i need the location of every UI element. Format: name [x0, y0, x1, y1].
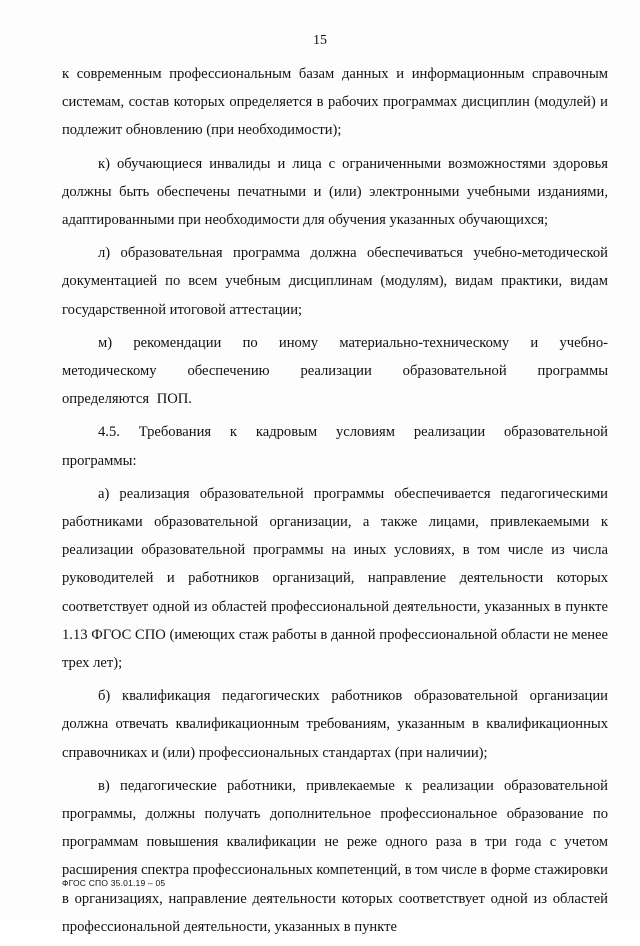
- paragraph-item-m: м) рекомендации по иному материально-техническому и учебно-методическому обеспечению реализации образовательной программы определяются ПОП.: [62, 334, 608, 408]
- document-body: [62, 60, 608, 946]
- paragraph-item-b: б) квалификация педагогических работников образовательной организации должна отвечать квалификационным требованиям, указанным в квалификационных справочниках и (или) профессиональных стандартах (при наличии);: [62, 688, 608, 761]
- paragraph-item-a: а) реализация образовательной программы обеспечивается педагогическими работниками образовательной организации, а также лицами, привлекаемыми к реализации образовательной программы на иных условиях, в том числе из числа руководителей и работников организаций, направление деятельности которых соответствует одной из областей профессиональной деятельности, указанных в пункте 1.13 ФГОС СПО (имеющих стаж работы в данной профессиональной области не менее трех лет);: [62, 485, 608, 672]
- section-heading-4-5: 4.5. Требования к кадровым условиям реализации образовательной программы:: [62, 424, 608, 469]
- paragraph-continuation: к современным профессиональным базам данных и информационным справочным системам, состав которых определяется в рабочих программах дисциплин (модулей) и подлежит обновлению (при необходимости);: [62, 66, 608, 139]
- page-number: 15: [313, 33, 327, 48]
- paragraph-item-k: к) обучающиеся инвалиды и лица с ограниченными возможностями здоровья должны быть обеспечены печатными и (или) электронными учебными изданиями, адаптированными при необходимости для обучения указанных обучающихся;: [62, 155, 608, 229]
- footer-document-code: ФГОС СПО 35.01.19 – 05: [62, 878, 166, 888]
- paragraph-item-v: в) педагогические работники, привлекаемые к реализации образовательной программы, должны получать дополнительное профессиональное образование по программам повышения квалификации не реже одного раза в три года с учетом расширения спектра профессиональных компетенций, в том числе в форме стажировки в организациях, направление деятельности которых соответствует одной из областей профессиональной деятельности, указанных в пункте: [62, 777, 608, 935]
- paragraph-item-l: л) образовательная программа должна обеспечиваться учебно-методической документацией по всем учебным дисциплинам (модулям), видам практики, видам государственной итоговой аттестации;: [62, 245, 608, 318]
